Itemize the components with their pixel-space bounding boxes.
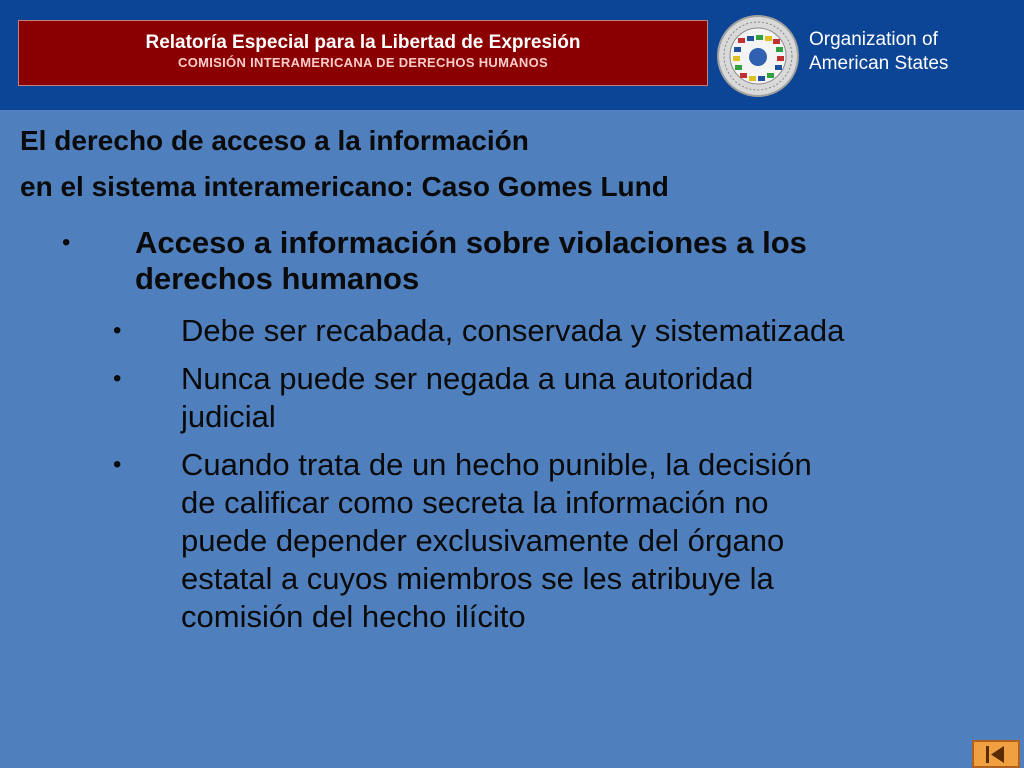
bullet-main (135, 224, 995, 298)
oas-name (809, 28, 948, 76)
sub-bullet-marker: • (113, 365, 122, 392)
sub-bullet-3-line4: estatal a cuyos miembros se les atribuye la (181, 561, 774, 596)
sub-bullet-2-line1: Nunca puede ser negada a una autoridad (181, 361, 754, 396)
header-bar (0, 0, 1024, 110)
sub-bullet-3-line5: comisión del hecho ilícito (181, 599, 526, 634)
oas-seal-icon (716, 14, 800, 98)
oas-name-line2: American States (809, 53, 949, 74)
oas-logo (714, 14, 1014, 98)
sub-bullet-3 (181, 446, 981, 636)
sub-bullet-3-line1: Cuando trata de un hecho punible, la decisión (181, 447, 812, 482)
sub-bullet-3-line2: de calificar como secreta la información no (181, 485, 769, 520)
slide-title-line2: en el sistema interamericano: Caso Gomes Lund (20, 171, 669, 202)
first-slide-button[interactable] (972, 740, 1020, 768)
banner-subtitle: COMISIÓN INTERAMERICANA DE DERECHOS HUMANOS (178, 55, 548, 70)
sub-bullet-marker: • (113, 451, 122, 478)
slide-title-line1: El derecho de acceso a la información (20, 125, 529, 156)
sub-bullet-3-line3: puede depender exclusivamente del órgano (181, 523, 785, 558)
first-slide-icon (974, 742, 1018, 766)
rapporteur-banner (18, 20, 708, 86)
bullet-main-line2: derechos humanos (135, 261, 420, 296)
bullet-main-line1: Acceso a información sobre violaciones a los (135, 225, 807, 260)
banner-title: Relatoría Especial para la Libertad de Expresión (145, 32, 581, 53)
slide-title (20, 118, 669, 210)
sub-bullet-2 (181, 360, 981, 436)
oas-name-line1: Organization of (809, 29, 938, 50)
sub-bullet-1: Debe ser recabada, conservada y sistematizada (181, 313, 845, 348)
bullet-marker: • (62, 229, 71, 256)
sub-bullet-2-line2: judicial (181, 399, 276, 434)
sub-bullet-marker: • (113, 317, 122, 344)
